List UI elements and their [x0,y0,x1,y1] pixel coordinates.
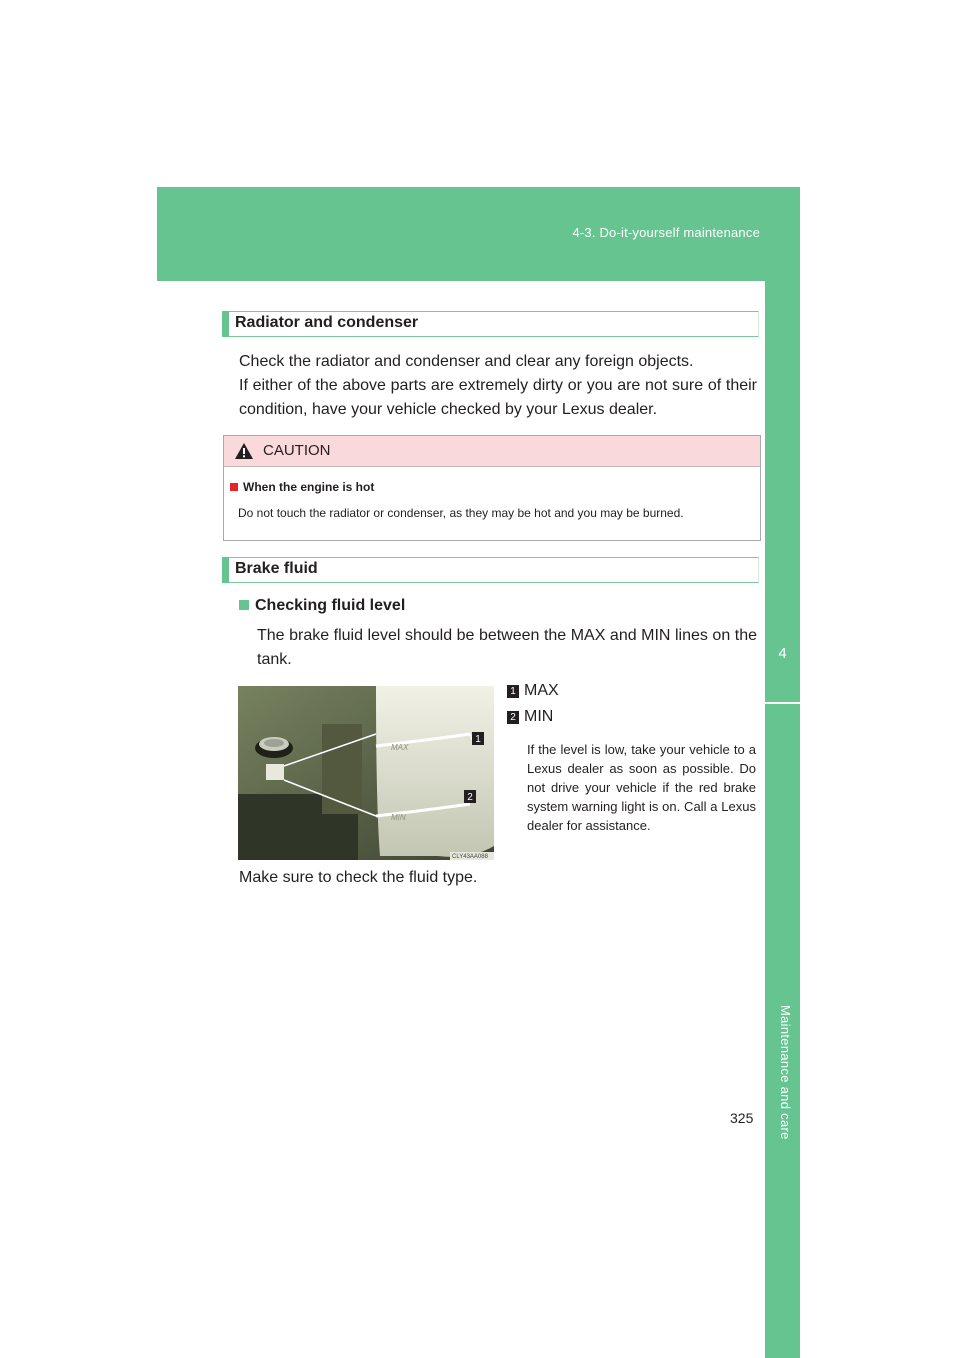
photo-code: CLY43AA088 [452,854,488,860]
radiator-heading-text: Radiator and condenser [235,314,419,331]
caution-box [223,435,761,541]
brake-note: If the level is low, take your vehicle to a Lexus dealer as soon as possible. Do not drive your vehicle if the red brake system warning light is on. Call a Lexus dealer for assistance. [527,742,756,833]
caution-item-text: Do not touch the radiator or condenser, as they may be hot and you may be burned. [238,506,684,520]
callout-max: 1 MAX [507,682,559,700]
brake-heading-text: Brake fluid [235,560,318,577]
svg-text:1: 1 [475,734,481,745]
side-divider [765,702,800,704]
radiator-heading [222,311,759,337]
caution-label: CAUTION [263,442,331,459]
page-number: 325 [730,1110,754,1126]
callout-badge-1: 1 [507,685,519,698]
callout-badge-2: 2 [507,711,519,724]
chapter-number: 4 [778,645,787,662]
side-tab [765,281,800,1358]
min-mark: MIN [391,813,406,822]
brake-heading [222,557,759,583]
bullet-square-icon [239,600,249,610]
caution-header [224,436,760,467]
svg-text:2: 2 [467,792,473,803]
section-title: 4-3. Do-it-yourself maintenance [572,225,760,240]
header-band [157,187,800,281]
brake-fluid-reservoir-photo [238,686,494,860]
caution-item-title: When the engine is hot [230,480,374,494]
brake-text: The brake fluid level should be between the MAX and MIN lines on the tank. [257,627,757,668]
fluid-type-text: Make sure to check the fluid type. [239,869,478,886]
brake-subheading: Checking fluid level [239,597,405,615]
brake-body [257,624,757,672]
radiator-line-2: If either of the above parts are extremely dirty or you are not sure of their condition, have your vehicle checked by your Lexus dealer. [239,377,757,418]
bullet-square-icon [230,483,238,491]
radiator-body [239,350,757,422]
max-mark: MAX [391,743,409,752]
radiator-line-1: Check the radiator and condenser and clear any foreign objects. [239,353,694,370]
chapter-label: Maintenance and care [778,1005,793,1140]
warning-icon [235,443,253,459]
callout-min: 2 MIN [507,708,553,726]
